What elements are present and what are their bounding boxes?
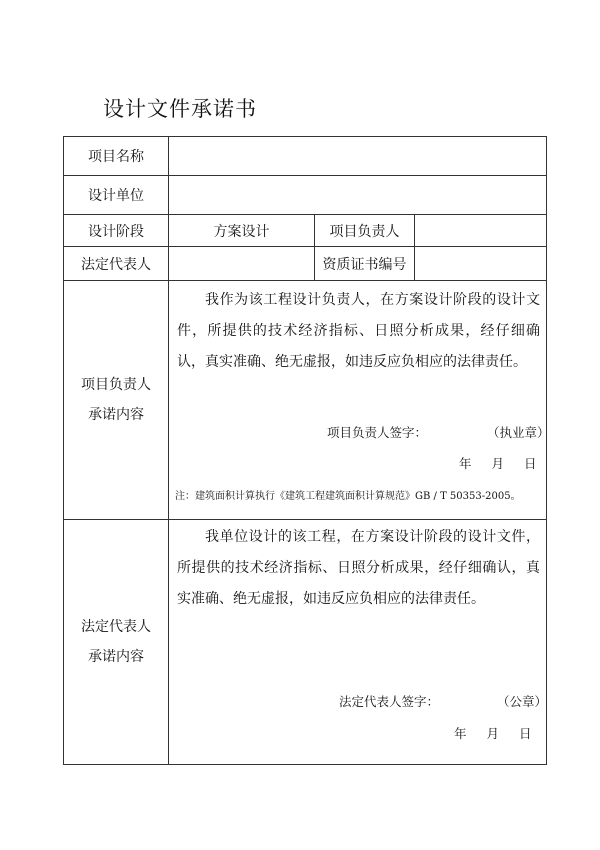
responsible-date-label: 年 月 日 bbox=[459, 456, 537, 471]
legal-signature-label: 法定代表人签字： bbox=[339, 694, 440, 709]
legal-commitment-label-line1: 法定代表人 bbox=[81, 619, 151, 635]
project-responsible-field[interactable] bbox=[415, 215, 547, 247]
responsible-commitment-label bbox=[64, 281, 169, 520]
certificate-number-field[interactable] bbox=[415, 247, 547, 281]
legal-commitment-content bbox=[169, 520, 547, 765]
design-unit-field[interactable] bbox=[169, 176, 547, 215]
practice-seal-label: （执业章） bbox=[487, 425, 550, 440]
responsible-commitment-label-line2: 承诺内容 bbox=[88, 407, 144, 423]
official-seal-label: （公章） bbox=[497, 694, 548, 709]
legal-representative-label: 法定代表人 bbox=[64, 247, 169, 281]
legal-date-label: 年 月 日 bbox=[454, 726, 532, 741]
legal-commitment-text: 我单位设计的该工程，在方案设计阶段的设计文件，所提供的技术经济指标、日照分析成果，经仔细确认，真实准确、绝无虚报，如违反应负相应的法律责任。 bbox=[177, 529, 541, 607]
row-legal-representative bbox=[64, 247, 547, 281]
row-legal-commitment bbox=[64, 520, 547, 765]
row-project-name bbox=[64, 137, 547, 176]
responsible-commitment-label-line1: 项目负责人 bbox=[81, 377, 151, 393]
responsible-commitment-text: 我作为该工程设计负责人，在方案设计阶段的设计文件，所提供的技术经济指标、日照分析成果，经仔细确认，真实准确、绝无虚报，如违反应负相应的法律责任。 bbox=[177, 292, 541, 370]
legal-commitment-label-line2: 承诺内容 bbox=[88, 649, 144, 665]
row-design-stage bbox=[64, 215, 547, 247]
legal-commitment-label bbox=[64, 520, 169, 765]
row-responsible-commitment bbox=[64, 281, 547, 520]
design-unit-label: 设计单位 bbox=[64, 176, 169, 215]
design-stage-value: 方案设计 bbox=[169, 215, 315, 247]
design-stage-label: 设计阶段 bbox=[64, 215, 169, 247]
page-title: 设计文件承诺书 bbox=[103, 97, 257, 121]
project-responsible-label: 项目负责人 bbox=[315, 215, 415, 247]
commitment-form-table bbox=[63, 136, 550, 765]
legal-representative-field[interactable] bbox=[169, 247, 315, 281]
area-calculation-note: 注：建筑面积计算执行《建筑工程建筑面积计算规范》GB / T 50353-2005。 bbox=[175, 491, 521, 502]
responsible-commitment-content bbox=[169, 281, 550, 520]
project-name-field[interactable] bbox=[169, 137, 547, 176]
project-name-label: 项目名称 bbox=[64, 137, 169, 176]
certificate-number-label: 资质证书编号 bbox=[315, 247, 415, 281]
row-design-unit bbox=[64, 176, 547, 215]
responsible-signature-label: 项目负责人签字： bbox=[327, 425, 428, 440]
